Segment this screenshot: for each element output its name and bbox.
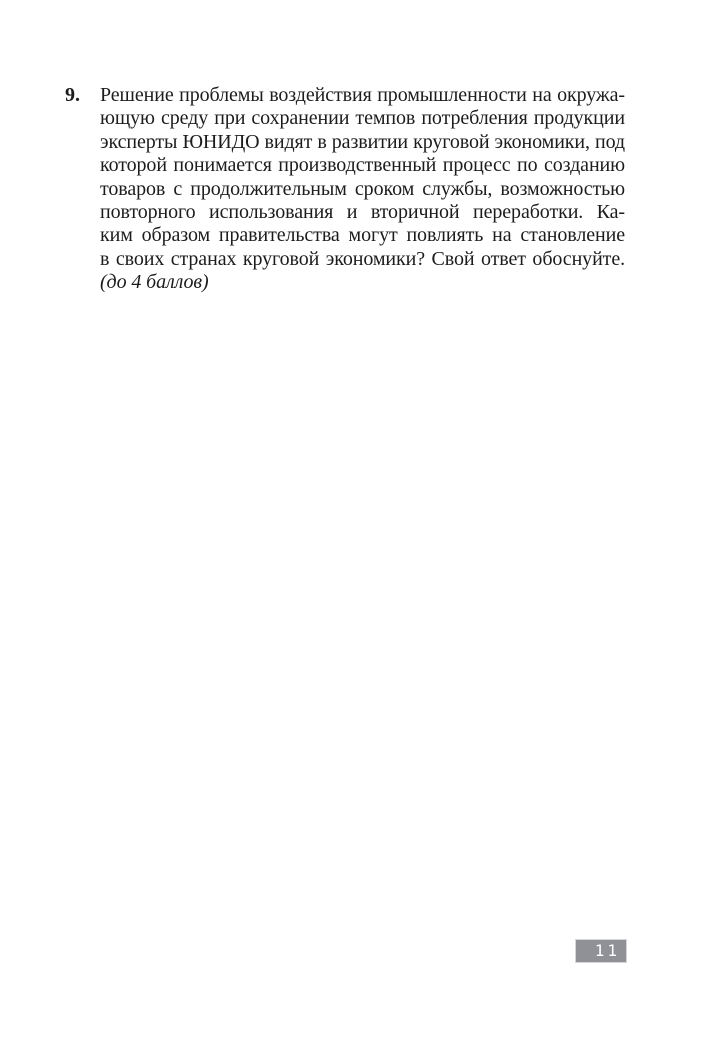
- question-number: 9.: [65, 84, 80, 106]
- question-line: Решение проблемы воздействия промышленности на окружа-: [100, 84, 625, 106]
- question-line: товаров с продолжительным сроком службы, возможностью: [100, 177, 625, 200]
- question-text: [100, 84, 625, 295]
- page-number-badge: 11: [576, 940, 626, 962]
- question-line: ким образом правительства могут повлиять на становление: [100, 224, 625, 247]
- question-points-note: (до 4 баллов): [100, 271, 209, 294]
- question-line: повторного использования и вторичной переработки. Ка-: [100, 200, 625, 223]
- question-line: ющую среду при сохранении темпов потребления продукции: [100, 107, 625, 130]
- question-line: эксперты ЮНИДО видят в развитии круговой экономики, под: [100, 130, 625, 153]
- question-line: которой понимается производственный процесс по созданию: [100, 154, 625, 177]
- question-line: в своих странах круговой экономики? Свой ответ обоснуйте.: [100, 247, 625, 270]
